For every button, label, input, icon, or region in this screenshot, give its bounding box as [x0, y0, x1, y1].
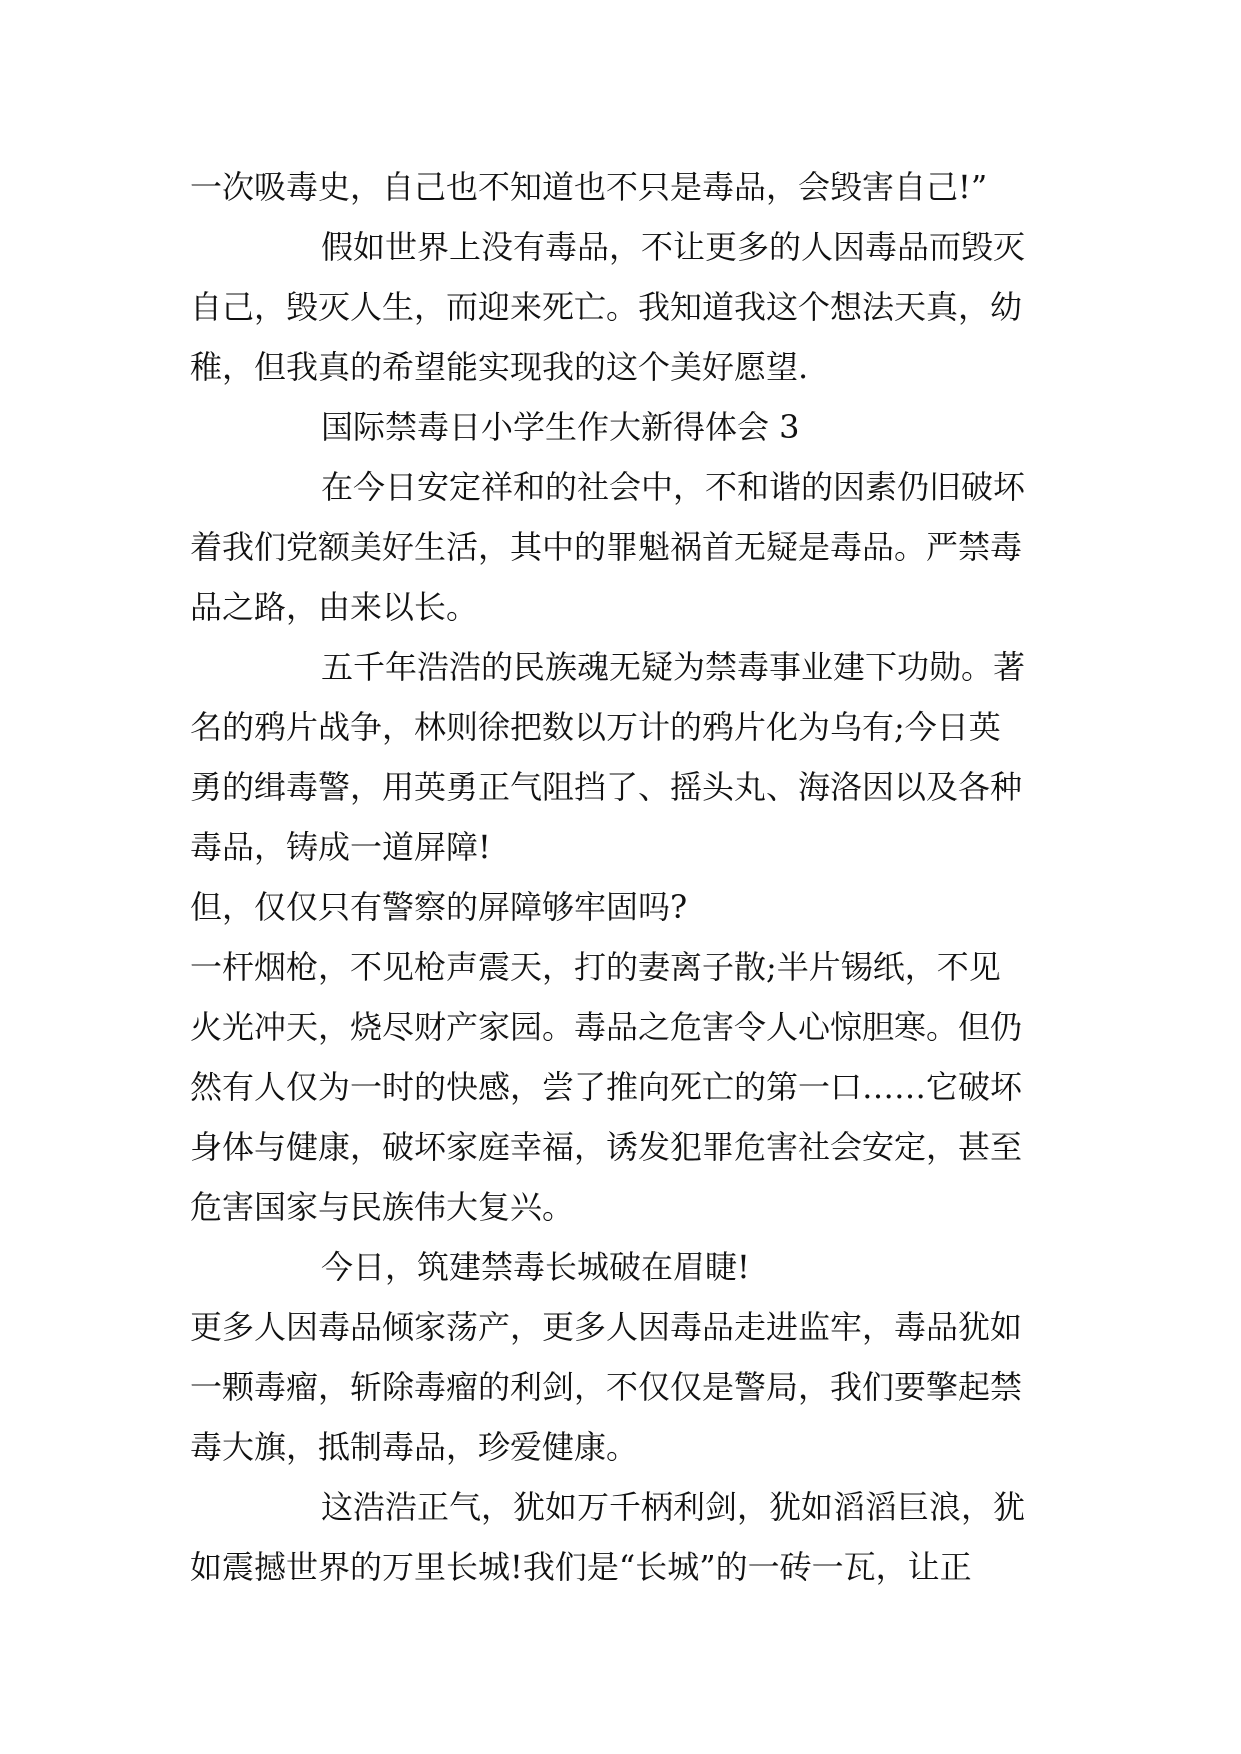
paragraph-start-line: 这浩浩正气，犹如万千柄利剑，犹如滔滔巨浪，犹 — [321, 1488, 1026, 1526]
text-line: 然有人仅为一时的快感，尝了推向死亡的第一口……它破坏 — [190, 1068, 1023, 1106]
article-body — [190, 157, 1090, 1597]
text-line: 一次吸毒史，自己也不知道也不只是毒品，会毁害自己!” — [190, 168, 988, 206]
text-line: 稚，但我真的希望能实现我的这个美好愿望. — [190, 348, 809, 386]
text-line: 火光冲天，烧尽财产家园。毒品之危害令人心惊胆寒。但仍 — [190, 1008, 1023, 1046]
text-line: 毒品，铸成一道屏障! — [190, 828, 491, 866]
paragraph-start-line: 五千年浩浩的民族魂无疑为禁毒事业建下功勋。著 — [321, 648, 1026, 686]
section-title: 国际禁毒日小学生作大新得体会 3 — [321, 408, 800, 446]
text-line: 名的鸦片战争，林则徐把数以万计的鸦片化为乌有;今日英 — [190, 708, 1001, 746]
paragraph-start-line: 今日，筑建禁毒长城破在眉睫! — [321, 1248, 750, 1286]
paragraph-start-line: 在今日安定祥和的社会中，不和谐的因素仍旧破坏 — [321, 468, 1026, 506]
text-line: 如震撼世界的万里长城!我们是“长城”的一砖一瓦，让正 — [190, 1548, 972, 1586]
text-line: 勇的缉毒警，用英勇正气阻挡了、摇头丸、海洛因以及各种 — [190, 768, 1023, 806]
text-line: 身体与健康，破坏家庭幸福，诱发犯罪危害社会安定，甚至 — [190, 1128, 1023, 1166]
text-line: 更多人因毒品倾家荡产，更多人因毒品走进监牢，毒品犹如 — [190, 1308, 1023, 1346]
paragraph-start-line: 假如世界上没有毒品，不让更多的人因毒品而毁灭 — [321, 228, 1026, 266]
text-line: 着我们党额美好生活，其中的罪魁祸首无疑是毒品。严禁毒 — [190, 528, 1023, 566]
text-line: 品之路，由来以长。 — [190, 588, 479, 626]
text-line: 毒大旗，抵制毒品，珍爱健康。 — [190, 1428, 639, 1466]
text-line: 危害国家与民族伟大复兴。 — [190, 1188, 575, 1226]
text-line: 自己，毁灭人生，而迎来死亡。我知道我这个想法天真，幼 — [190, 288, 1023, 326]
text-line: 但，仅仅只有警察的屏障够牢固吗? — [190, 888, 688, 926]
text-line: 一颗毒瘤，斩除毒瘤的利剑，不仅仅是警局，我们要擎起禁 — [190, 1368, 1023, 1406]
text-line: 一杆烟枪，不见枪声震天，打的妻离子散;半片锡纸，不见 — [190, 948, 1001, 986]
